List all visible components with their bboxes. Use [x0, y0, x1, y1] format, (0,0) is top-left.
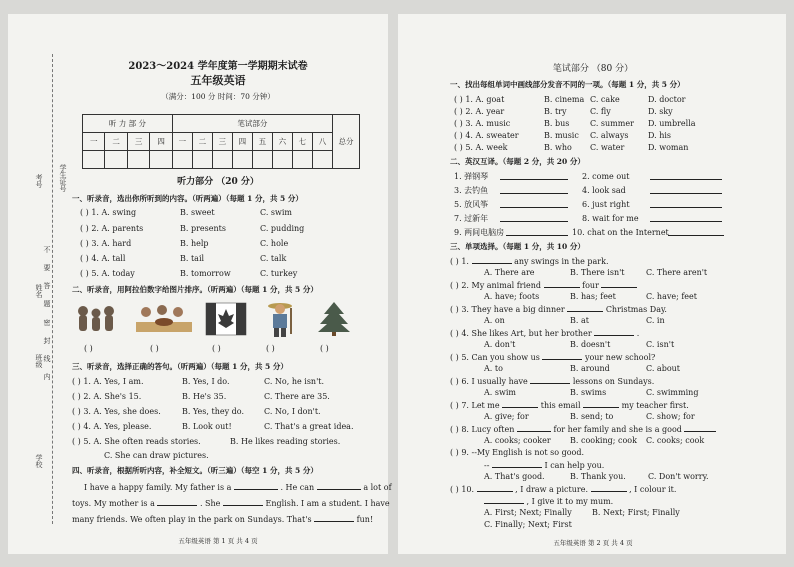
rq1-item-b: B. try	[544, 107, 567, 116]
rq3-question[interactable]	[450, 400, 689, 411]
rq1-item-c: C. always	[590, 131, 629, 140]
rq2-prompt: 3. 去钓鱼	[454, 186, 489, 195]
rq3-stem: ( ) 5. Can you show us	[450, 353, 540, 362]
score-col: 六	[272, 133, 292, 151]
rq3-blank[interactable]	[484, 496, 524, 504]
rq2-prompt: 7. 过新年	[454, 214, 489, 223]
score-cell[interactable]	[172, 151, 192, 169]
score-col: 八	[312, 133, 332, 151]
page-footer: 五年级英语 第 2 页 共 4 页	[553, 539, 633, 547]
q4-passage-line-2	[72, 498, 390, 509]
rq3-option-b: B. swims	[570, 388, 607, 397]
rq3-option-a: A. on	[484, 316, 505, 325]
side-seal-8: 内	[43, 373, 51, 380]
rq2-answer[interactable]	[500, 186, 568, 194]
q4-text: many friends. We often play in the park on Sundays. That's	[72, 515, 312, 524]
rq3-question[interactable]	[450, 256, 608, 267]
rq3-stem: ( ) 3. They have a big dinner	[450, 305, 565, 314]
q4-passage-line-1	[84, 482, 392, 493]
rq2-right: 8. wait for me	[582, 214, 639, 223]
q4-blank-3[interactable]	[157, 498, 197, 506]
q2-answer-1[interactable]: ( )	[84, 344, 93, 353]
rq2-answer[interactable]	[668, 228, 724, 236]
rq1-item-c: C. cake	[590, 95, 620, 104]
rq3-blank[interactable]	[591, 484, 627, 492]
rq3-blank[interactable]	[477, 484, 513, 492]
rq3-option-a: A. swim	[484, 388, 516, 397]
exam-title: 2023～2024 学年度第一学期期末试卷	[128, 61, 308, 72]
farmer-picture	[262, 298, 298, 338]
rq3-option-c: C. There aren't	[646, 268, 708, 277]
rq3-option-a: A. cooks; cooker	[484, 436, 551, 445]
rq3-option-a: A. give; for	[484, 412, 529, 421]
q3-item-c: C. That's a great idea.	[264, 422, 354, 431]
q3-item-c: C. She can draw pictures.	[104, 451, 209, 460]
rq2-answer[interactable]	[650, 172, 722, 180]
side-label-student-id: 学生证号	[59, 164, 67, 192]
listening-section-title: 听力部分 （20 分）	[177, 177, 259, 187]
q1-item-a[interactable]: ( ) 1. A. swing	[80, 208, 137, 217]
score-col: 五	[252, 133, 272, 151]
rq2-right: 6. just right	[582, 200, 630, 209]
rq2-right: 10. chat on the Internet	[572, 228, 669, 237]
q2-answer-2[interactable]: ( )	[150, 344, 159, 353]
q4-text: fun!	[356, 515, 374, 524]
rq2-answer[interactable]	[500, 214, 568, 222]
rq3-stem: ( ) 1.	[450, 257, 469, 266]
rq3-question[interactable]	[450, 376, 654, 387]
rq3-reply	[484, 496, 613, 507]
rq3-option-a: A. to	[484, 364, 503, 373]
q4-title: 四、听录音，根据所听内容，补全短文。（听三遍）（每空 1 分，共 5 分）	[72, 466, 318, 475]
rq3-question[interactable]: ( ) 9. --My English is not so good.	[450, 448, 585, 457]
rq3-option-c: C. have; feet	[646, 292, 697, 301]
score-cell[interactable]	[150, 151, 173, 169]
rq2-right: 4. look sad	[582, 186, 626, 195]
rq2-prompt: 9. 两间电脑房	[454, 228, 505, 237]
q1-item-a[interactable]: ( ) 2. A. parents	[80, 224, 144, 233]
exam-info: （满分：100 分 时间：70 分钟）	[161, 92, 275, 101]
score-col: 一	[83, 133, 105, 151]
q1-title: 一、听录音，选出你所听到的内容。（听两遍）（每题 1 分，共 5 分）	[72, 194, 303, 203]
rq1-item-c: C. fly	[590, 107, 611, 116]
rq3-stem: ( ) 2. My animal friend	[450, 281, 542, 290]
q4-text: English. I am a student. I have	[265, 499, 390, 508]
rq1-item-a[interactable]: ( ) 1. A. goat	[454, 95, 505, 104]
exam-page-2	[398, 14, 786, 554]
rq1-item-b: B. music	[544, 131, 579, 140]
rq3-stem: any swings in the park.	[514, 257, 609, 266]
score-col: 七	[292, 133, 312, 151]
rq3-stem: , I colour it.	[629, 485, 677, 494]
rq2-left	[454, 214, 488, 224]
rq3-blank[interactable]	[567, 304, 603, 312]
q2-answer-3[interactable]: ( )	[212, 344, 221, 353]
rq3-option-c: C. Finally; Next; First	[484, 520, 572, 529]
rq3-option-c: C. in	[646, 316, 665, 325]
rq2-title: 二、英汉互译。（每题 2 分，共 20 分）	[450, 157, 585, 166]
rq3-option-a: A. don't	[484, 340, 516, 349]
rq1-item-d: D. sky	[648, 107, 673, 116]
rq3-option-c: C. isn't	[646, 340, 675, 349]
q3-item-c: C. No, I don't.	[264, 407, 321, 416]
q2-answer-4[interactable]: ( )	[266, 344, 275, 353]
rq2-left	[454, 186, 488, 196]
rq2-prompt: 1. 弹钢琴	[454, 172, 489, 181]
rq2-answer[interactable]	[650, 186, 722, 194]
q1-item-b: B. help	[180, 239, 209, 248]
rq3-stem: lessons on Sundays.	[572, 377, 655, 386]
score-col: 一	[172, 133, 192, 151]
rq1-item-b: B. bus	[544, 119, 570, 128]
rq3-option-c: C. about	[646, 364, 680, 373]
rq1-title: 一、找出每组单词中画线部分发音不同的一项。（每题 1 分，共 5 分）	[450, 80, 685, 89]
rq2-prompt: 5. 放风筝	[454, 200, 489, 209]
rq3-option-b: B. at	[570, 316, 589, 325]
exam-page-1	[8, 14, 392, 554]
rq3-blank[interactable]	[472, 256, 512, 264]
rq3-title: 三、单项选择。（每题 1 分，共 10 分）	[450, 242, 585, 251]
rq3-stem: I can help you.	[544, 461, 605, 470]
rq3-question[interactable]	[450, 352, 655, 363]
score-cell[interactable]	[127, 151, 149, 169]
side-label-name: 姓名	[35, 284, 43, 298]
rq1-item-d: D. umbrella	[648, 119, 696, 128]
side-seal-4: 题	[43, 300, 51, 307]
q4-text: I have a happy family. My father is a	[84, 483, 232, 492]
rq3-option-a: A. have; foots	[484, 292, 540, 301]
q3-item-a[interactable]: ( ) 5. A. She often reads stories.	[72, 437, 201, 446]
q1-item-c: C. pudding	[260, 224, 305, 233]
score-cell[interactable]	[105, 151, 127, 169]
score-col: 三	[127, 133, 149, 151]
written-section-title: 笔试部分 （80 分）	[552, 64, 634, 74]
rq2-left	[454, 200, 488, 210]
q1-item-c: C. hole	[260, 239, 289, 248]
rq3-stem: , I draw a picture.	[515, 485, 588, 494]
rq3-option-a: A. That's good.	[484, 472, 545, 481]
score-cell[interactable]	[83, 151, 105, 169]
q3-item-a[interactable]: ( ) 2. A. She's 15.	[72, 392, 142, 401]
q4-passage-line-3	[72, 514, 373, 525]
rq3-blank[interactable]	[544, 280, 580, 288]
rq3-option-b: B. send; to	[570, 412, 614, 421]
rq3-stem: ( ) 10.	[450, 485, 475, 494]
rq2-answer[interactable]	[500, 172, 568, 180]
binding-line	[52, 54, 53, 524]
rq3-question[interactable]	[450, 328, 639, 339]
rq3-stem: ( ) 6. I usually have	[450, 377, 528, 386]
score-written-header: 笔试部分	[172, 115, 332, 133]
q3-title: 三、听录音，选择正确的答句。（听两遍）（每题 1 分，共 5 分）	[72, 362, 288, 371]
rq3-blank[interactable]	[583, 400, 619, 408]
q3-item-b: B. Yes, I do.	[182, 377, 230, 386]
score-cell[interactable]	[292, 151, 312, 169]
christmas-tree-picture	[314, 300, 354, 336]
side-seal-3: 答	[43, 282, 51, 289]
rq3-blank[interactable]	[594, 328, 634, 336]
rq3-stem: .	[636, 329, 640, 338]
q1-item-c: C. turkey	[260, 269, 298, 278]
q1-item-a[interactable]: ( ) 5. A. today	[80, 269, 135, 278]
score-listening-header: 听 力 部 分	[83, 115, 173, 133]
rq1-item-c: C. summer	[590, 119, 634, 128]
three-bears-picture	[74, 299, 118, 337]
rq3-option-b: B. There isn't	[570, 268, 625, 277]
score-col: 四	[150, 133, 173, 151]
q3-item-b: B. He's 35.	[182, 392, 227, 401]
q1-item-b: B. sweet	[180, 208, 215, 217]
side-label-exam-id: 考号	[35, 174, 43, 188]
q1-item-c: C. talk	[260, 254, 287, 263]
score-total-header: 总分	[333, 115, 360, 169]
rq3-option-c: C. swimming	[646, 388, 699, 397]
score-cell[interactable]	[272, 151, 292, 169]
rq3-blank[interactable]	[492, 460, 542, 468]
q1-item-b: B. tomorrow	[180, 269, 231, 278]
rq3-blank[interactable]	[601, 280, 637, 288]
rq2-answer[interactable]	[650, 200, 722, 208]
rq3-option-a: A. First; Next; Finally	[484, 508, 572, 517]
side-label-class: 班级	[35, 354, 43, 368]
q1-item-b: B. presents	[180, 224, 226, 233]
score-col: 四	[232, 133, 252, 151]
rq1-item-d: D. woman	[648, 143, 689, 152]
rq1-item-a[interactable]: ( ) 4. A. sweater	[454, 131, 519, 140]
rq3-option-b: B. Thank you.	[570, 472, 626, 481]
rq1-item-c: C. water	[590, 143, 625, 152]
rq3-stem: for her family and she is a good	[553, 425, 682, 434]
score-col: 二	[192, 133, 212, 151]
rq3-stem: , I give it to my mum.	[526, 497, 614, 506]
rq3-option-b: B. doesn't	[570, 340, 611, 349]
rq3-blank[interactable]	[530, 376, 570, 384]
q4-blank-5[interactable]	[314, 514, 354, 522]
q3-item-c: C. There are 35.	[264, 392, 330, 401]
q4-blank-4[interactable]	[223, 498, 263, 506]
page-footer: 五年级英语 第 1 页 共 4 页	[178, 537, 258, 545]
score-col: 三	[212, 133, 232, 151]
rq2-answer[interactable]	[506, 228, 568, 236]
rq3-stem: four	[582, 281, 599, 290]
rq3-option-b: B. has; feet	[570, 292, 616, 301]
q2-title: 二、听录音，用阿拉伯数字给图片排序。（听两遍）（每题 1 分，共 5 分）	[72, 285, 318, 294]
q3-item-b: B. He likes reading stories.	[230, 437, 341, 446]
rq3-option-b: B. around	[570, 364, 610, 373]
score-col: 二	[105, 133, 127, 151]
rq3-option-c: C. Don't worry.	[648, 472, 709, 481]
score-cell[interactable]	[192, 151, 212, 169]
q4-blank-1[interactable]	[234, 482, 278, 490]
q3-item-a[interactable]: ( ) 3. A. Yes, she does.	[72, 407, 161, 416]
side-seal-1: 不	[43, 246, 51, 253]
q4-blank-2[interactable]	[317, 482, 361, 490]
q1-item-c: C. swim	[260, 208, 293, 217]
rq3-stem: your new school?	[584, 353, 656, 362]
rq3-option-c: C. show; for	[646, 412, 695, 421]
rq3-stem: ( ) 8. Lucy often	[450, 425, 515, 434]
q4-text: . He can	[280, 483, 315, 492]
rq1-item-a[interactable]: ( ) 2. A. year	[454, 107, 505, 116]
rq1-item-a[interactable]: ( ) 5. A. week	[454, 143, 508, 152]
side-seal-7: 线	[43, 355, 51, 362]
rq3-option-c: C. cooks; cook	[646, 436, 705, 445]
rq1-item-d: D. doctor	[648, 95, 686, 104]
side-seal-2: 要	[43, 264, 51, 271]
q4-text: toys. My mother is a	[72, 499, 155, 508]
exam-subtitle: 五年级英语	[190, 74, 246, 87]
rq2-answer[interactable]	[650, 214, 722, 222]
q2-answer-5[interactable]: ( )	[320, 344, 329, 353]
side-seal-5: 密	[43, 319, 51, 326]
rq3-reply: -- I can help you.	[484, 461, 605, 470]
q4-text: . She	[199, 499, 221, 508]
rq2-left	[454, 228, 504, 238]
rq3-stem: Christmas Day.	[605, 305, 667, 314]
score-table	[82, 114, 360, 169]
maple-flag-picture	[206, 301, 246, 337]
rq3-option-a: A. There are	[484, 268, 535, 277]
score-cell[interactable]	[212, 151, 232, 169]
rq3-blank[interactable]	[542, 352, 582, 360]
q3-item-a[interactable]: ( ) 4. A. Yes, please.	[72, 422, 152, 431]
rq3-stem: ( ) 7. Let me	[450, 401, 500, 410]
rq3-blank[interactable]	[517, 424, 551, 432]
rq1-item-b: B. cinema	[544, 95, 585, 104]
side-label-school: 学校	[35, 454, 43, 468]
q3-item-b: B. Look out!	[182, 422, 232, 431]
rq2-left	[454, 172, 488, 182]
rq3-blank[interactable]	[502, 400, 538, 408]
score-cell[interactable]	[232, 151, 252, 169]
q1-item-b: B. tail	[180, 254, 205, 263]
rq2-answer[interactable]	[500, 200, 568, 208]
q3-item-b: B. Yes, they do.	[182, 407, 244, 416]
rq3-question[interactable]	[450, 304, 667, 315]
q3-item-a[interactable]: ( ) 1. A. Yes, I am.	[72, 377, 144, 386]
score-cell[interactable]	[312, 151, 332, 169]
rq1-item-d: D. his	[648, 131, 672, 140]
q3-item-c: C. No, he isn't.	[264, 377, 325, 386]
rq3-question[interactable]	[450, 424, 716, 435]
rq3-option-b: B. cooking; cook	[570, 436, 637, 445]
rq2-right: 2. come out	[582, 172, 630, 181]
rq3-stem: my teacher first.	[621, 401, 689, 410]
q4-text: a lot of	[363, 483, 392, 492]
rq3-stem: ( ) 4. She likes Art, but her brother	[450, 329, 592, 338]
side-seal-6: 封	[43, 337, 51, 344]
rq3-question[interactable]	[450, 484, 676, 495]
rq3-stem: this email	[540, 401, 581, 410]
rq3-blank[interactable]	[684, 424, 716, 432]
rq3-option-b: B. Next; First; Finally	[592, 508, 680, 517]
q1-item-a[interactable]: ( ) 3. A. hard	[80, 239, 132, 248]
family-dinner-picture	[134, 298, 194, 338]
rq1-item-a[interactable]: ( ) 3. A. music	[454, 119, 511, 128]
rq3-question[interactable]	[450, 280, 637, 291]
score-cell[interactable]	[252, 151, 272, 169]
rq1-item-b: B. who	[544, 143, 572, 152]
q1-item-a[interactable]: ( ) 4. A. tall	[80, 254, 126, 263]
